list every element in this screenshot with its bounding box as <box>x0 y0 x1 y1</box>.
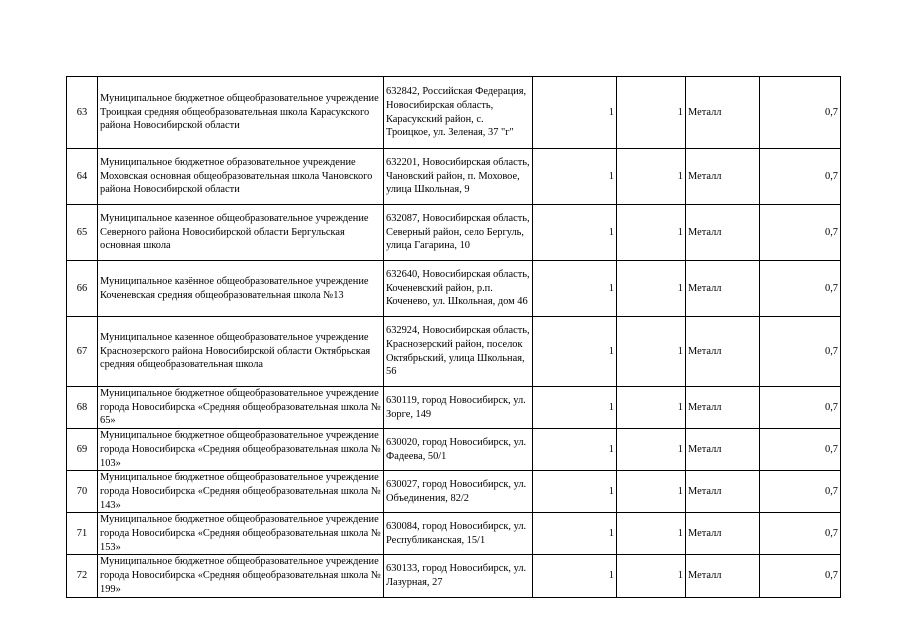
table-row <box>67 513 841 555</box>
address-cell: 630027, город Новосибирск, ул. Объединения, 82/2 <box>384 471 533 513</box>
quantity-cell: 1 <box>533 513 617 555</box>
institution-name-cell: Муниципальное бюджетное общеобразовательное учреждение Троицкая средняя общеобразовательная школа Карасукского района Новосибирской области <box>98 77 384 149</box>
material-cell: Металл <box>686 261 760 317</box>
material-cell: Металл <box>686 513 760 555</box>
value-cell: 0,7 <box>760 261 841 317</box>
row-number-cell: 71 <box>67 513 98 555</box>
table-row <box>67 205 841 261</box>
count-cell: 1 <box>617 471 686 513</box>
row-number-cell: 70 <box>67 471 98 513</box>
address-cell: 632842, Российская Федерация, Новосибирская область, Карасукский район, с. Троицкое, ул. Зеленая, 37 "г" <box>384 77 533 149</box>
count-cell: 1 <box>617 387 686 429</box>
institution-name-cell: Муниципальное бюджетное общеобразовательное учреждение города Новосибирска «Средняя общеобразовательная школа № 65» <box>98 387 384 429</box>
institution-name-cell: Муниципальное бюджетное общеобразовательное учреждение города Новосибирска «Средняя общеобразовательная школа № 143» <box>98 471 384 513</box>
value-cell: 0,7 <box>760 317 841 387</box>
row-number-cell: 66 <box>67 261 98 317</box>
address-cell: 630020, город Новосибирск, ул. Фадеева, 50/1 <box>384 429 533 471</box>
value-cell: 0,7 <box>760 205 841 261</box>
material-cell: Металл <box>686 149 760 205</box>
value-cell: 0,7 <box>760 513 841 555</box>
material-cell: Металл <box>686 471 760 513</box>
material-cell: Металл <box>686 387 760 429</box>
address-cell: 630133, город Новосибирск, ул. Лазурная, 27 <box>384 555 533 597</box>
value-cell: 0,7 <box>760 77 841 149</box>
table-row <box>67 317 841 387</box>
table-row <box>67 149 841 205</box>
address-cell: 630119, город Новосибирск, ул. Зорге, 149 <box>384 387 533 429</box>
count-cell: 1 <box>617 513 686 555</box>
value-cell: 0,7 <box>760 429 841 471</box>
row-number-cell: 67 <box>67 317 98 387</box>
quantity-cell: 1 <box>533 555 617 597</box>
address-cell: 632924, Новосибирская область, Краснозерский район, поселок Октябрьский, улица Школьная, 56 <box>384 317 533 387</box>
row-number-cell: 63 <box>67 77 98 149</box>
count-cell: 1 <box>617 555 686 597</box>
material-cell: Металл <box>686 317 760 387</box>
quantity-cell: 1 <box>533 149 617 205</box>
value-cell: 0,7 <box>760 387 841 429</box>
count-cell: 1 <box>617 429 686 471</box>
institution-name-cell: Муниципальное казенное общеобразовательное учреждение Краснозерского района Новосибирской области Октябрьская средняя общеобразовательная школа <box>98 317 384 387</box>
row-number-cell: 64 <box>67 149 98 205</box>
material-cell: Металл <box>686 555 760 597</box>
institution-name-cell: Муниципальное бюджетное общеобразовательное учреждение города Новосибирска «Средняя общеобразовательная школа № 199» <box>98 555 384 597</box>
count-cell: 1 <box>617 77 686 149</box>
quantity-cell: 1 <box>533 387 617 429</box>
count-cell: 1 <box>617 205 686 261</box>
institution-name-cell: Муниципальное бюджетное общеобразовательное учреждение города Новосибирска «Средняя общеобразовательная школа № 153» <box>98 513 384 555</box>
quantity-cell: 1 <box>533 77 617 149</box>
count-cell: 1 <box>617 149 686 205</box>
school-registry-table <box>66 76 841 598</box>
row-number-cell: 68 <box>67 387 98 429</box>
table-row <box>67 387 841 429</box>
table-row <box>67 555 841 597</box>
value-cell: 0,7 <box>760 555 841 597</box>
table-row <box>67 471 841 513</box>
institution-name-cell: Муниципальное казённое общеобразовательное учреждение Коченевская средняя общеобразовательная школа №13 <box>98 261 384 317</box>
material-cell: Металл <box>686 77 760 149</box>
institution-name-cell: Муниципальное бюджетное образовательное учреждение Моховская основная общеобразовательная школа Чановского района Новосибирской области <box>98 149 384 205</box>
institution-name-cell: Муниципальное казенное общеобразовательное учреждение Северного района Новосибирской области Бергульская основная школа <box>98 205 384 261</box>
count-cell: 1 <box>617 261 686 317</box>
address-cell: 632201, Новосибирская область, Чановский район, п. Моховое, улица Школьная, 9 <box>384 149 533 205</box>
quantity-cell: 1 <box>533 205 617 261</box>
quantity-cell: 1 <box>533 429 617 471</box>
row-number-cell: 72 <box>67 555 98 597</box>
address-cell: 632640, Новосибирская область, Коченевский район, р.п. Коченево, ул. Школьная, дом 46 <box>384 261 533 317</box>
address-cell: 632087, Новосибирская область, Северный район, село Бергуль, улица Гагарина, 10 <box>384 205 533 261</box>
institution-name-cell: Муниципальное бюджетное общеобразовательное учреждение города Новосибирска «Средняя общеобразовательная школа № 103» <box>98 429 384 471</box>
material-cell: Металл <box>686 205 760 261</box>
quantity-cell: 1 <box>533 261 617 317</box>
row-number-cell: 65 <box>67 205 98 261</box>
address-cell: 630084, город Новосибирск, ул. Республиканская, 15/1 <box>384 513 533 555</box>
quantity-cell: 1 <box>533 317 617 387</box>
material-cell: Металл <box>686 429 760 471</box>
value-cell: 0,7 <box>760 149 841 205</box>
table-row <box>67 261 841 317</box>
table-row <box>67 429 841 471</box>
table-row <box>67 77 841 149</box>
row-number-cell: 69 <box>67 429 98 471</box>
quantity-cell: 1 <box>533 471 617 513</box>
value-cell: 0,7 <box>760 471 841 513</box>
count-cell: 1 <box>617 317 686 387</box>
